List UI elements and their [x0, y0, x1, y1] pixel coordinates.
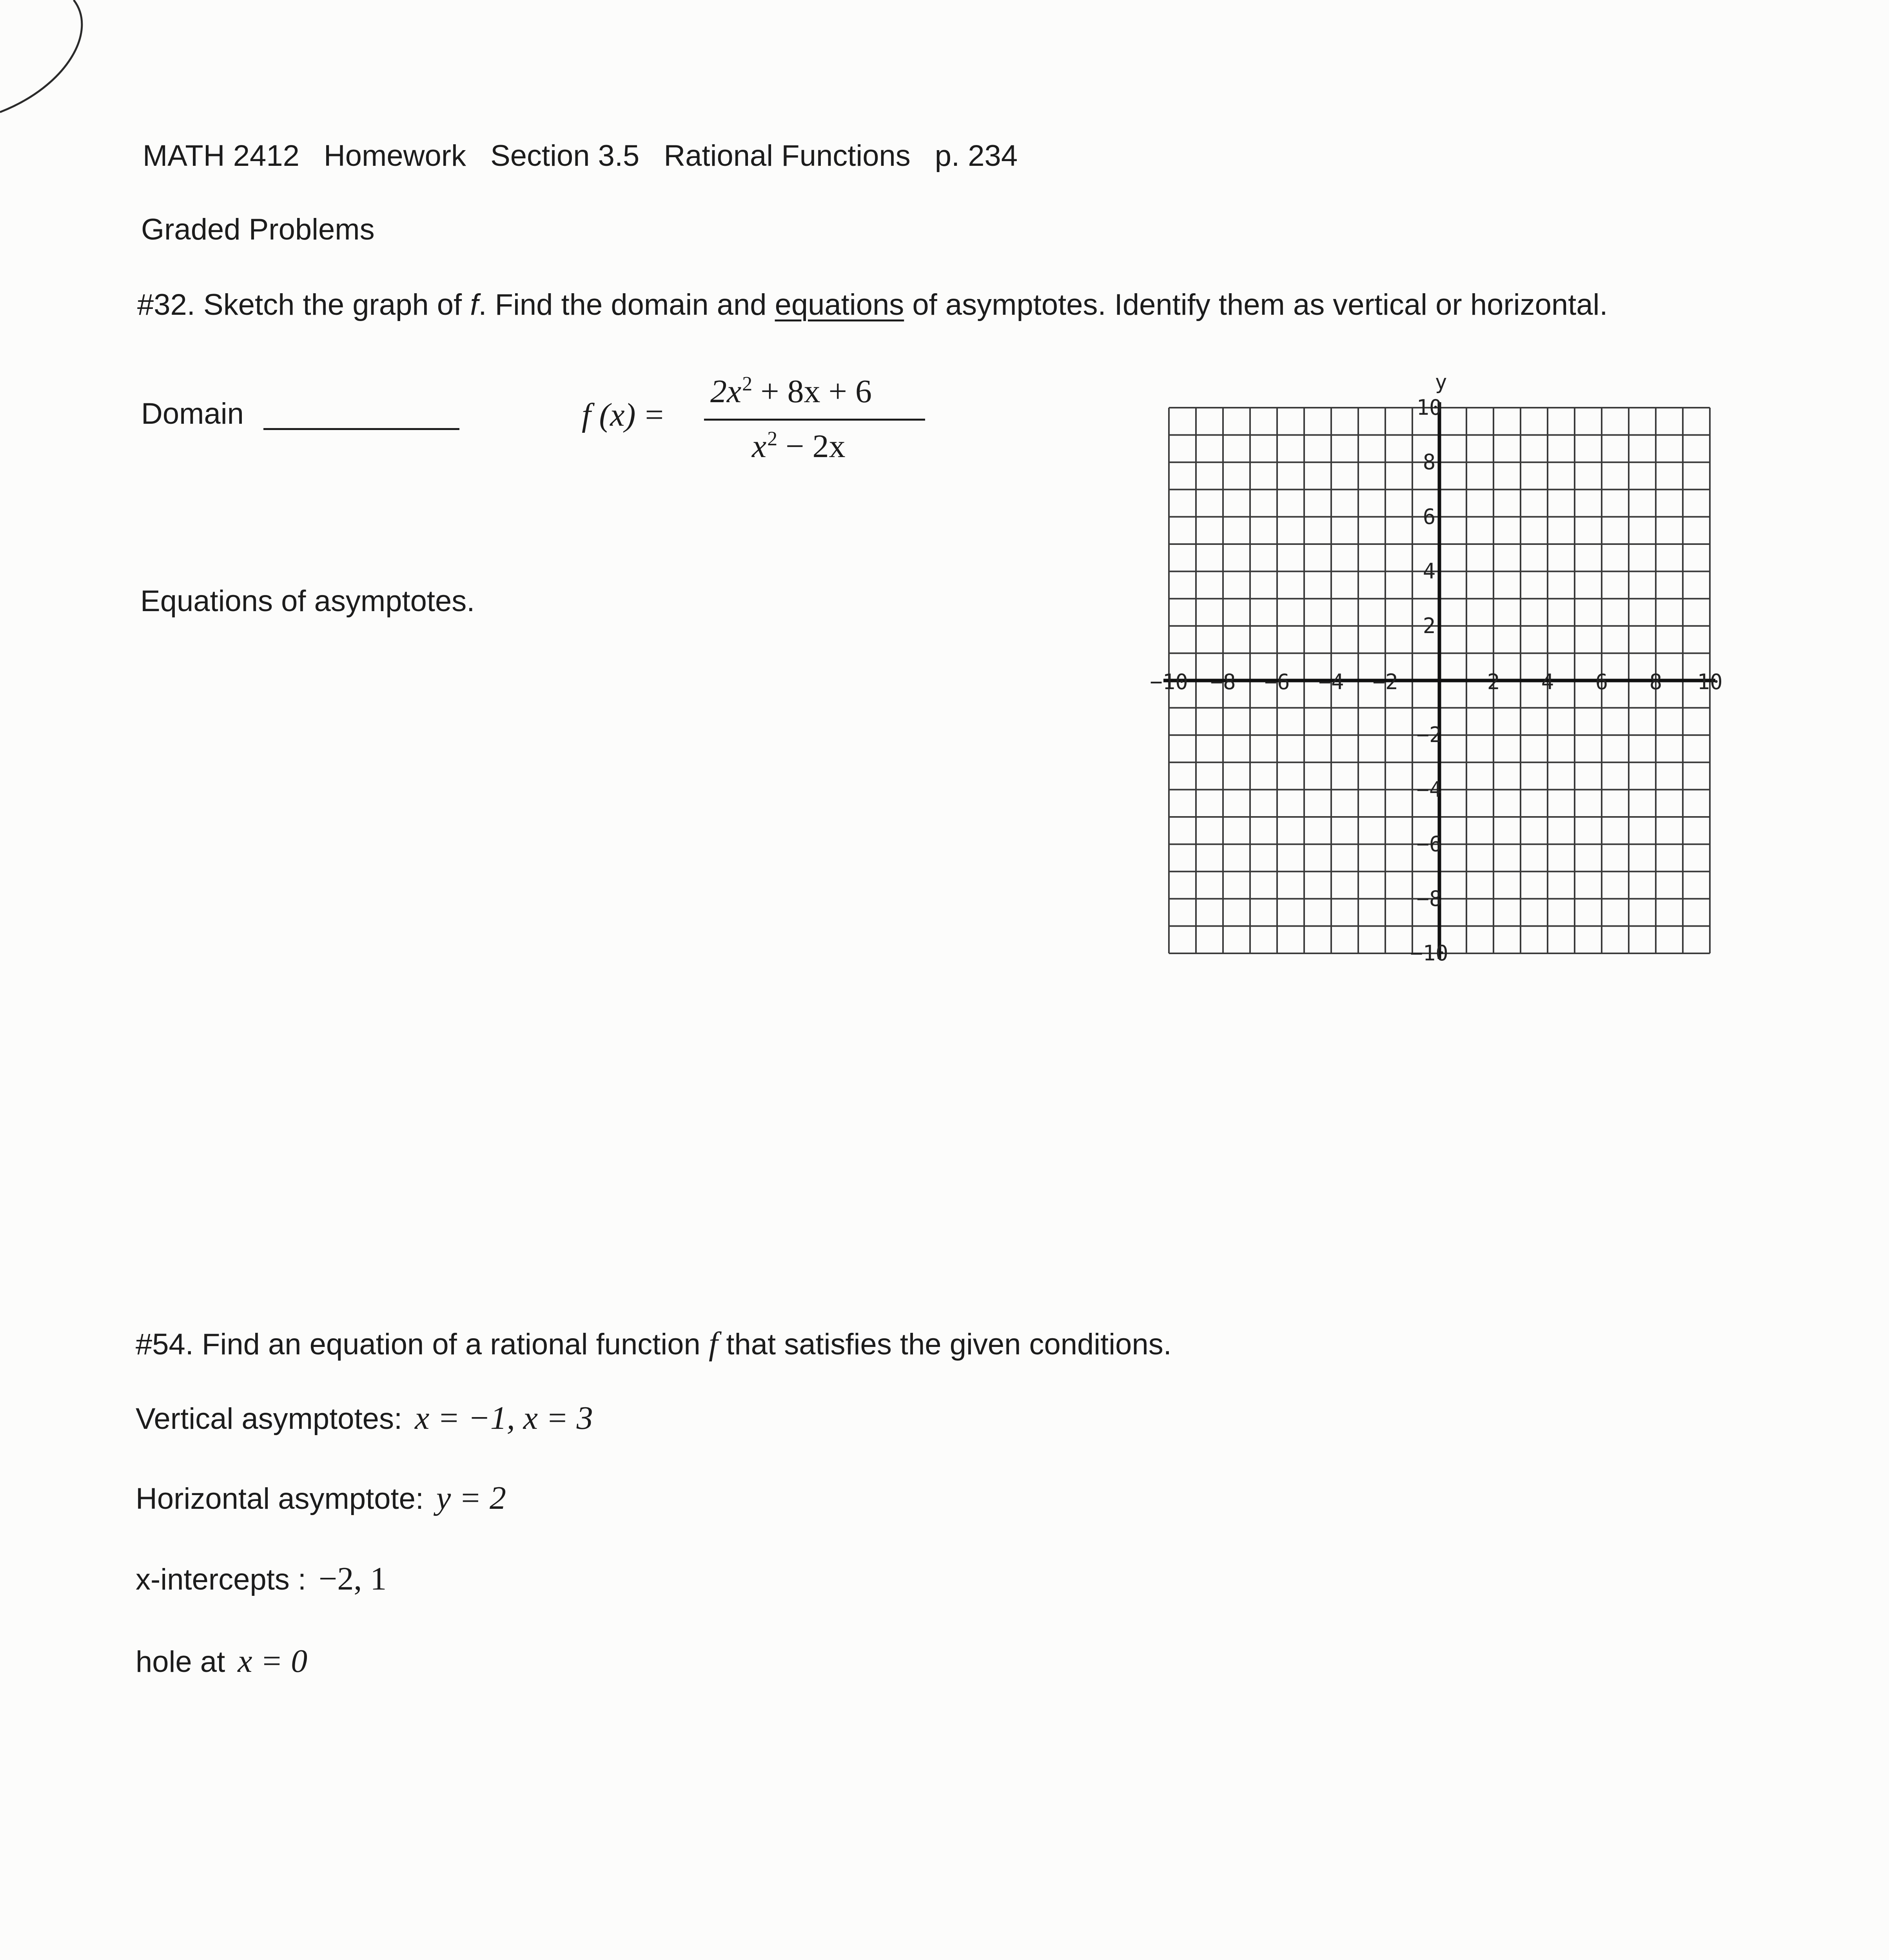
- function-name-f-54: f: [708, 1325, 718, 1362]
- asymptotes-label: Equations of asymptotes.: [140, 584, 475, 618]
- x-tick-label: −2: [1372, 670, 1398, 694]
- section-number: Section 3.5: [490, 139, 640, 172]
- vertical-asymptotes-value: x = −1, x = 3: [415, 1400, 593, 1436]
- horizontal-asymptote-value: y = 2: [436, 1480, 506, 1516]
- hole-label: hole at: [136, 1645, 225, 1679]
- numerator-exponent: 2: [742, 373, 753, 395]
- y-tick-label: −2: [1416, 722, 1442, 748]
- hole-value: x = 0: [238, 1643, 308, 1679]
- x-intercepts-label: x-intercepts :: [136, 1563, 307, 1596]
- y-tick-label: 8: [1423, 450, 1436, 475]
- problem-32-mid: . Find the domain and: [478, 288, 775, 321]
- x-intercepts-condition: [136, 1563, 387, 1595]
- page-reference: p. 234: [935, 139, 1018, 172]
- section-topic: Rational Functions: [664, 139, 911, 172]
- equals-sign: =: [645, 397, 664, 433]
- domain-label: Domain: [141, 397, 244, 430]
- x-intercepts-value: −2, 1: [319, 1561, 387, 1597]
- course-code: MATH 2412: [143, 139, 299, 172]
- problem-32-suffix: of asymptotes. Identify them as vertical or horizontal.: [904, 288, 1608, 321]
- y-tick-label: −8: [1416, 886, 1442, 911]
- assignment-type: Homework: [323, 139, 466, 172]
- horizontal-asymptote-condition: [136, 1482, 506, 1515]
- function-name-f: f: [470, 288, 479, 321]
- y-tick-label: 2: [1423, 613, 1436, 638]
- horizontal-asymptote-label: Horizontal asymptote:: [136, 1482, 424, 1515]
- x-tick-label: 4: [1541, 670, 1554, 694]
- y-tick-label: 4: [1423, 559, 1436, 584]
- problem-54-suffix: that satisfies the given conditions.: [718, 1328, 1172, 1361]
- denominator-rest: − 2x: [777, 428, 846, 465]
- equations-underlined: equations: [775, 288, 904, 321]
- y-tick-label: −6: [1416, 831, 1442, 857]
- problem-54-instructions: [136, 1327, 1172, 1360]
- y-tick-label: 6: [1423, 504, 1436, 529]
- problem-32-prefix: #32. Sketch the graph of: [137, 288, 470, 321]
- x-tick-label: 2: [1487, 670, 1500, 694]
- x-tick-label: 8: [1649, 670, 1662, 694]
- problem-54-prefix: #54. Find an equation of a rational function: [136, 1328, 709, 1361]
- numerator-rest: + 8x + 6: [752, 373, 872, 410]
- numerator-lead-term: 2x: [710, 373, 742, 410]
- y-axis-label: y: [1435, 370, 1447, 394]
- denominator-lead-term: x: [752, 428, 767, 465]
- y-tick-label: 10: [1416, 395, 1442, 420]
- x-tick-label: 10: [1697, 670, 1723, 694]
- y-tick-label: −10: [1410, 941, 1448, 965]
- denominator-exponent: 2: [767, 428, 778, 450]
- x-tick-label: −10: [1150, 670, 1188, 694]
- x-tick-label: −8: [1210, 670, 1236, 694]
- function-lhs: f (x): [582, 397, 636, 433]
- graded-problems-heading: Graded Problems: [141, 213, 375, 246]
- x-tick-label: −6: [1264, 670, 1290, 694]
- y-tick-label: −4: [1416, 777, 1442, 802]
- x-tick-label: 6: [1595, 670, 1608, 694]
- hole-condition: [136, 1645, 307, 1678]
- vertical-asymptotes-label: Vertical asymptotes:: [136, 1402, 403, 1436]
- x-tick-label: −4: [1318, 670, 1344, 694]
- vertical-asymptotes-condition: [136, 1402, 593, 1435]
